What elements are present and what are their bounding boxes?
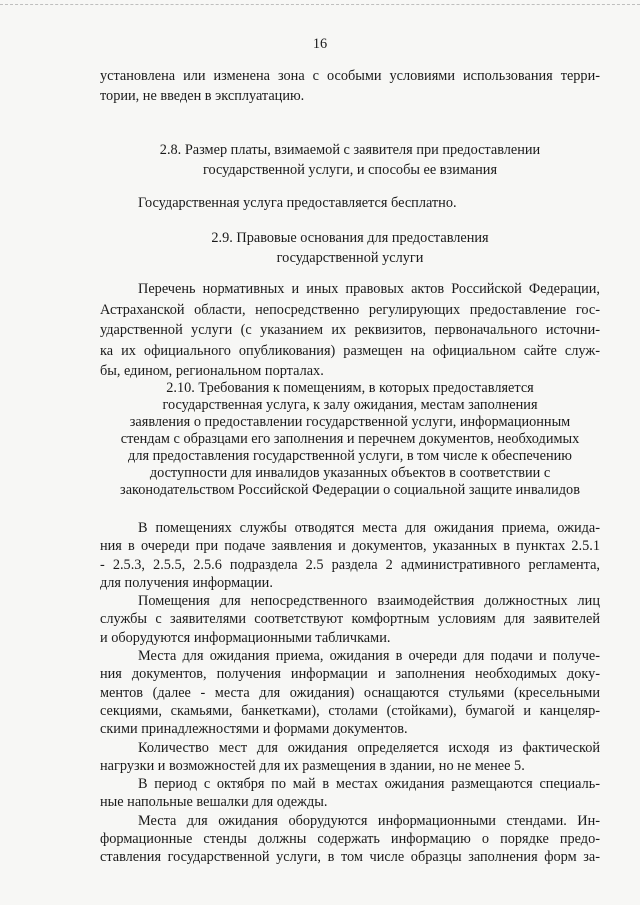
text-line: и оборудуются информационными табличками.: [100, 629, 391, 646]
continuation-text: [100, 66, 600, 106]
text-line: В помещениях службы отводятся места для ожидания приема, ожида-: [138, 520, 600, 536]
section-2-9-paragraph: [100, 279, 600, 382]
text-line: нагрузки и возможностей для их размещения в здании, но не менее 5.: [100, 757, 525, 774]
section-heading-2-10: [100, 380, 600, 499]
heading-line: 2.8. Размер платы, взимаемой с заявителя при предоставлении: [159, 142, 541, 158]
text-line: службы с заявителями соответствуют комфортным условиям для заявителей: [100, 611, 600, 628]
heading-line: государственной услуги, и способы ее взимания: [202, 162, 498, 178]
heading-line: стендам с образцами его заполнения и перечнем документов, необходимых: [120, 431, 580, 447]
paragraph: [100, 775, 600, 812]
text-line: формационные стенды должны содержать информацию о порядке предо-: [100, 831, 600, 848]
scan-edge-line: [0, 4, 640, 7]
text-line: ставления государственной услуги, в том числе образцы заполнения форм за-: [100, 849, 600, 866]
heading-line: доступности для инвалидов указанных объектов в соответствии с: [149, 465, 551, 481]
heading-line: 2.9. Правовые основания для предоставления: [211, 230, 489, 246]
text-line: скими принадлежностями и формами документов.: [100, 721, 408, 738]
text-line: секциями, скамьями, банкетками), столами (стойками), бумагой и канцеляр-: [100, 702, 600, 719]
heading-line: государственной услуги: [276, 250, 424, 266]
paragraph: [100, 739, 600, 776]
heading-line: законодательством Российской Федерации о социальной защите инвалидов: [120, 482, 580, 498]
text-line: Перечень нормативных и иных правовых актов Российской Федерации,: [138, 281, 600, 297]
paragraph: [100, 812, 600, 867]
text-line: Астраханской области, непосредственно регулирующих предоставление гос-: [100, 301, 600, 318]
text-line: ния документов, получения информации и заполнения необходимых доку-: [100, 666, 600, 683]
text-line: ка их официального опубликования) размещен на официальном сайте служ-: [100, 342, 600, 359]
page-number: 16: [312, 36, 328, 52]
text-line: ные напольные вешалки для одежды.: [100, 794, 328, 811]
section-heading-2-8: [100, 140, 600, 180]
heading-line: заявления о предоставлении государственной услуги, информационным: [129, 414, 571, 430]
text-line: бы, едином, региональном порталах.: [100, 363, 324, 379]
paragraph: [100, 647, 600, 738]
heading-line: для предоставления государственной услуги, в том числе к обеспечению: [128, 448, 572, 464]
text-line: Места для ожидания оборудуются информационными стендами. Ин-: [138, 812, 600, 829]
heading-line: 2.10. Требования к помещениям, в которых предоставляется: [166, 380, 534, 396]
paragraph: [100, 592, 600, 647]
text-line: ментов (далее - места для ожидания) оснащаются стульями (кресельными: [100, 684, 600, 701]
text-line: В период с октября по май в местах ожидания размещаются специаль-: [138, 776, 600, 793]
section-2-8-text: Государственная услуга предоставляется бесплатно.: [138, 195, 457, 211]
text-line: Количество мест для ожидания определяется исходя из фактической: [138, 739, 600, 756]
text-line: Помещения для непосредственного взаимодействия должностных лиц: [138, 593, 600, 610]
section-heading-2-9: [100, 228, 600, 268]
text-line: ударственной услуги (с указанием их реквизитов, первоначального источни-: [100, 322, 600, 338]
text-line: для получения информации.: [100, 574, 273, 591]
text-line: Места для ожидания приема, ожидания в очереди для подачи и получе-: [138, 648, 600, 665]
text-line: тории, не введен в эксплуатацию.: [100, 88, 305, 104]
text-line: ния в очереди при подаче заявления и документов, указанных в пунктах 2.5.1: [100, 538, 600, 555]
section-2-10-body: [100, 519, 600, 867]
text-line: установлена или изменена зона с особыми условиями использования терри-: [100, 68, 600, 84]
paragraph: [100, 519, 600, 592]
text-line: - 2.5.3, 2.5.5, 2.5.6 подраздела 2.5 раздела 2 административного регламента,: [100, 556, 600, 573]
heading-line: государственная услуга, к залу ожидания, местам заполнения: [162, 397, 538, 413]
